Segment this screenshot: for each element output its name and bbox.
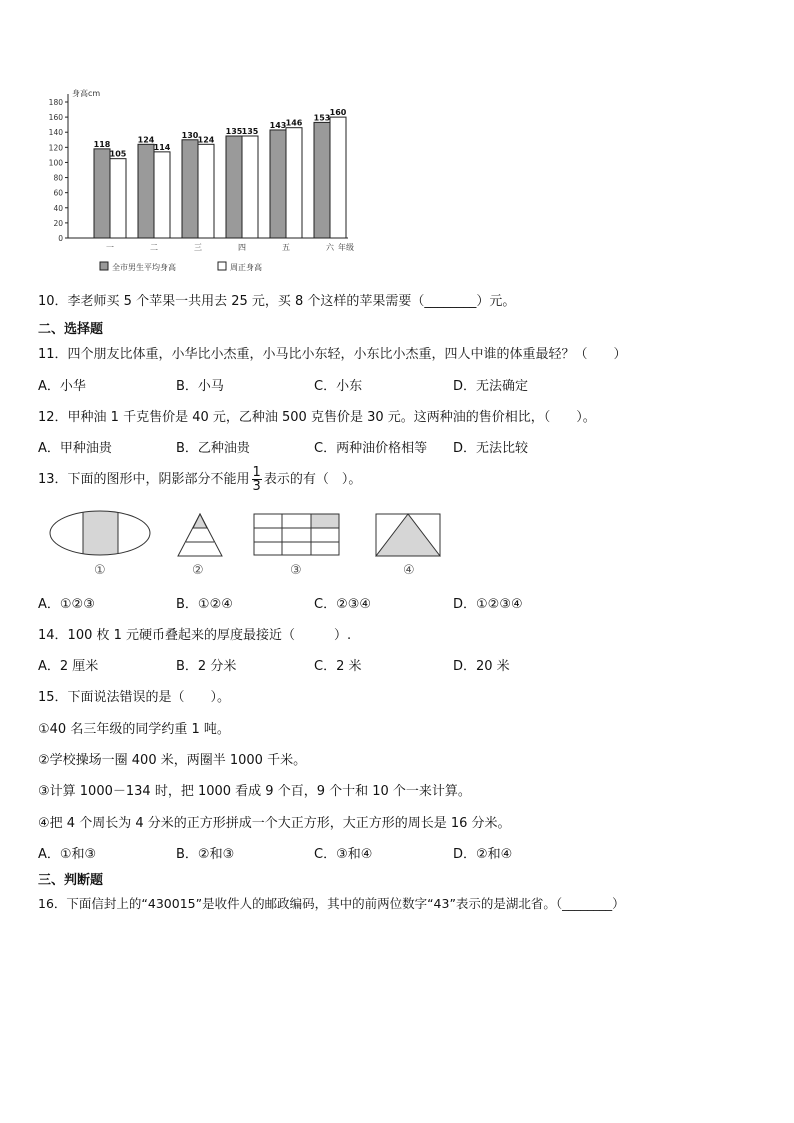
bar-average (270, 130, 286, 238)
bar-average (94, 149, 110, 238)
fraction-denominator: 3 (252, 479, 261, 494)
q14-option-a[interactable]: A．2 厘米 (38, 659, 99, 674)
y-tick-label: 120 (48, 143, 63, 153)
category-label: 三 (194, 243, 202, 252)
question-13 (38, 466, 361, 493)
figure-4-square (376, 514, 440, 556)
x-axis-label: 年级 (338, 243, 354, 252)
y-tick-label: 160 (48, 113, 63, 123)
q13-option-d[interactable]: D．①②③④ (453, 597, 523, 612)
data-label-average: 153 (313, 113, 331, 123)
category-label: 五 (282, 243, 290, 252)
bar-average (138, 144, 154, 238)
q15-statement-4: ④把 4 个周长为 4 分米的正方形拼成一个大正方形，大正方形的周长是 16 分米。 (38, 816, 511, 831)
question-16: 16．下面信封上的“430015”是收件人的邮政编码，其中的前两位数字“43”表示的是湖北省。（________） (38, 896, 625, 911)
question-14: 14．100 枚 1 元硬币叠起来的厚度最接近（ ）. (38, 628, 352, 643)
q13-option-a[interactable]: A．①②③ (38, 597, 95, 612)
q15-option-b[interactable]: B．②和③ (176, 847, 235, 862)
data-label-average: 135 (225, 127, 243, 136)
category-label: 四 (238, 243, 246, 252)
data-label-average: 124 (137, 135, 155, 145)
q15-option-c[interactable]: C．③和④ (314, 847, 373, 862)
data-label-average: 118 (93, 139, 111, 149)
bar-zhouzheng (110, 159, 126, 238)
y-tick-label: 20 (53, 218, 63, 228)
data-label-zhouzheng: 105 (109, 149, 127, 159)
data-label-zhouzheng: 135 (241, 127, 259, 136)
legend-label-average: 全市男生平均身高 (112, 263, 176, 272)
bar-average (226, 136, 242, 238)
q11-option-a[interactable]: A．小华 (38, 379, 86, 394)
category-label: 一 (106, 243, 114, 252)
y-tick-label: 0 (58, 234, 63, 243)
bar-average (182, 140, 198, 238)
q11-option-c[interactable]: C．小东 (314, 379, 363, 394)
section-choice-title: 二、选择题 (38, 322, 104, 337)
q13-option-b[interactable]: B．①②④ (176, 597, 233, 612)
y-tick-label: 60 (53, 188, 63, 198)
figure-4-label: ④ (403, 563, 415, 578)
question-12: 12．甲种油 1 千克售价是 40 元，乙种油 500 克售价是 30 元。这两种油的售价相比，（ ）。 (38, 410, 596, 425)
q13-option-c[interactable]: C．②③④ (314, 597, 372, 612)
q11-option-b[interactable]: B．小马 (176, 379, 224, 394)
data-label-zhouzheng: 160 (329, 108, 347, 118)
question-10: 10．李老师买 5 个苹果一共用去 25 元，买 8 个这样的苹果需要（________）元。 (38, 294, 516, 309)
fraction-one-third (252, 466, 262, 493)
q14-option-c[interactable]: C．2 米 (314, 659, 362, 674)
bar-zhouzheng (198, 144, 214, 238)
y-tick-label: 100 (48, 158, 63, 168)
figure-2-triangle (178, 514, 222, 556)
y-tick-label: 80 (53, 173, 63, 183)
q13-text-post: 表示的有（ ）。 (263, 472, 362, 487)
q12-option-d[interactable]: D．无法比较 (453, 441, 529, 456)
q14-option-d[interactable]: D．20 米 (453, 659, 510, 674)
bar-average (314, 122, 330, 238)
figure-1-label: ① (94, 563, 106, 578)
q13-figures (48, 508, 448, 580)
question-15: 15．下面说法错误的是（ ）。 (38, 690, 231, 705)
legend-swatch-zhouzheng (218, 262, 226, 270)
data-label-average: 130 (181, 130, 199, 140)
category-label: 六 (326, 243, 334, 252)
q13-text-pre: 13．下面的图形中，阴影部分不能用 (38, 472, 250, 487)
figure-1-ellipse (50, 508, 150, 558)
q11-option-d[interactable]: D．无法确定 (453, 379, 529, 394)
category-label: 二 (150, 243, 158, 252)
fraction-numerator: 1 (252, 465, 261, 480)
bar-zhouzheng (286, 128, 302, 238)
q15-statement-3: ③计算 1000－134 时，把 1000 看成 9 个百，9 个十和 10 个一来计算。 (38, 784, 471, 799)
legend-label-zhouzheng: 周正身高 (230, 263, 262, 272)
y-tick-label: 140 (48, 128, 63, 138)
height-bar-chart (38, 84, 368, 280)
y-tick-label: 180 (48, 98, 63, 107)
bar-zhouzheng (330, 117, 346, 238)
question-11: 11．四个朋友比体重，小华比小杰重，小马比小东轻，小东比小杰重，四人中谁的体重最轻？（ ） (38, 347, 627, 362)
legend-swatch-average (100, 262, 108, 270)
bar-zhouzheng (154, 152, 170, 238)
figure-2-label: ② (192, 563, 204, 578)
q12-option-a[interactable]: A．甲种油贵 (38, 441, 112, 456)
q15-statement-1: ①40 名三年级的同学约重 1 吨。 (38, 722, 230, 737)
y-axis-label: 身高cm (72, 89, 101, 98)
q15-statement-2: ②学校操场一圈 400 米，两圈半 1000 千米。 (38, 753, 307, 768)
q15-option-a[interactable]: A．①和③ (38, 847, 97, 862)
q12-option-b[interactable]: B．乙种油贵 (176, 441, 250, 456)
q14-option-b[interactable]: B．2 分米 (176, 659, 237, 674)
data-label-zhouzheng: 124 (197, 135, 215, 145)
data-label-zhouzheng: 114 (153, 142, 171, 152)
figure-3-grid (254, 514, 339, 555)
section-judge-title: 三、判断题 (38, 873, 104, 888)
figure-3-label: ③ (290, 563, 302, 578)
y-tick-label: 40 (53, 203, 63, 213)
data-label-zhouzheng: 146 (285, 118, 303, 128)
q15-option-d[interactable]: D．②和④ (453, 847, 513, 862)
data-label-average: 143 (269, 120, 287, 130)
bar-zhouzheng (242, 136, 258, 238)
q12-option-c[interactable]: C．两种油价格相等 (314, 441, 428, 456)
